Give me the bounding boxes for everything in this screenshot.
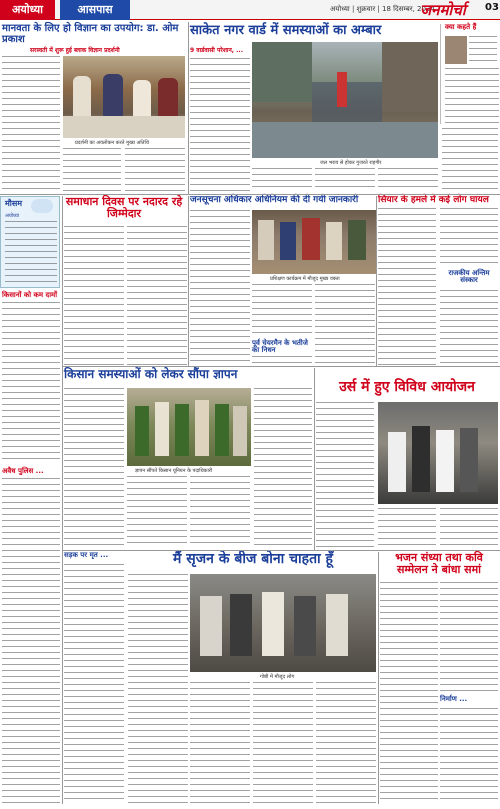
photo-caption: जल भराव से होकर गुजरते राहगीर — [320, 160, 382, 166]
headline-misc: सड़क पर मृत ... — [64, 551, 109, 559]
sidebar-box — [440, 24, 498, 124]
issue-date: अयोध्या | शुक्रवार | 18 दिसम्बर, 2024 — [330, 5, 435, 13]
article-text — [2, 478, 60, 804]
article-text — [378, 208, 436, 366]
article-text — [127, 226, 187, 366]
headline-urs-events: उर्स में हुए विविध आयोजन — [339, 379, 475, 395]
subheadline-science-exhibit: सरस्वती में शुरू हुई ब्लाक विज्ञान प्रदर्शनी — [30, 47, 120, 54]
article-text — [2, 302, 60, 464]
article-text — [440, 582, 498, 692]
rti-photo — [252, 210, 376, 274]
article-text — [125, 148, 185, 192]
headline-samadhan-diwas: समाधान दिवस पर नदारद रहे जिम्मेदार — [65, 195, 183, 220]
urs-photo — [378, 402, 498, 504]
article-text — [440, 208, 498, 266]
section-rule — [0, 194, 500, 195]
headline-seeds-of-creation: मैं सृजन के बीज बोना चाहता हूँ — [172, 551, 333, 567]
sidebar-title: क्या कहते हैं — [445, 23, 477, 31]
article-text — [380, 582, 438, 804]
photo-caption: प्रदर्शनी का अवलोकन करते मुख्य अतिथि — [75, 140, 149, 146]
seminar-photo — [190, 574, 376, 672]
column-rule — [378, 552, 379, 804]
headline-left-lower: अवैध पुलिस ... — [2, 467, 44, 475]
article-text — [253, 682, 313, 804]
photo-caption: गोष्ठी में मौजूद लोग — [260, 674, 295, 680]
article-text — [64, 564, 124, 804]
article-text — [378, 508, 436, 548]
article-text — [252, 284, 312, 338]
waterlogging-photo — [252, 42, 438, 158]
article-text — [316, 402, 374, 548]
article-text — [440, 708, 498, 804]
article-text — [252, 168, 312, 192]
article-text — [315, 284, 375, 366]
sidebar-text — [445, 68, 499, 124]
photo-caption: प्रशिक्षण कार्यक्रम में मौजूद मुख्य वक्ता — [270, 276, 340, 282]
article-text — [190, 210, 250, 366]
sidebar-text — [442, 128, 498, 192]
article-text — [64, 226, 124, 366]
column-rule — [62, 196, 63, 804]
headline-chairman-nephew: पूर्व चेयरमैन के भतीजे का निधन — [252, 339, 308, 355]
headline-bottom-right: निर्माण ... — [440, 695, 468, 703]
section-label-aaspaas: आसपास — [60, 0, 130, 20]
column-rule — [188, 196, 189, 366]
article-text — [378, 168, 438, 192]
farmers-photo — [127, 388, 251, 466]
page-number: 03 — [485, 2, 499, 13]
article-text — [316, 682, 376, 804]
article-text — [127, 476, 187, 548]
weather-title: मौसम — [5, 199, 23, 208]
column-rule — [376, 196, 377, 366]
article-text — [64, 388, 124, 548]
article-text — [2, 56, 60, 192]
headline-left-column: किसानों को कम दामों — [2, 291, 58, 299]
section-rule — [62, 550, 500, 551]
article-text — [128, 574, 188, 804]
article-text — [254, 388, 312, 548]
portrait-photo — [445, 36, 467, 64]
masthead-logo: जनमोर्चा — [420, 1, 466, 19]
exhibition-photo — [63, 56, 185, 138]
section-rule — [62, 366, 500, 367]
sidebar-text — [469, 36, 497, 64]
column-rule — [314, 368, 315, 550]
subheadline-saket: 9 वार्डवासी परेशान, ... — [190, 47, 243, 54]
weather-details — [5, 221, 57, 285]
headline-rti: जनसूचना अधिकार अधिनियम की दी गयी जानकारी — [190, 195, 359, 205]
page-header — [0, 0, 500, 20]
article-text — [190, 58, 250, 192]
photo-caption: ज्ञापन सौंपते किसान यूनियन के पदाधिकारी — [135, 468, 213, 474]
headline-science-humanity: मानवता के लिए हो विज्ञान का उपयोग: डा. ओम प्रकाश — [2, 23, 179, 45]
article-text — [315, 168, 375, 192]
weather-box — [0, 196, 60, 288]
article-text — [252, 356, 312, 366]
section-label-ayodhya: अयोध्या — [0, 0, 55, 20]
headline-saket-nagar: साकेत नगर वार्ड में समस्याओं का अम्बार — [190, 23, 382, 38]
article-text — [190, 476, 250, 548]
headline-farmers-memorandum: किसान समस्याओं को लेकर सौंपा ज्ञापन — [64, 367, 238, 381]
cloud-icon — [31, 199, 53, 213]
column-rule — [188, 22, 189, 194]
article-text — [440, 290, 498, 366]
headline-state-funeral: राजकीय अन्तिम संस्कार — [448, 269, 490, 285]
article-text — [440, 508, 498, 548]
weather-location: अयोध्या — [5, 213, 20, 219]
headline-jackal-attack: सियार के हमले में कई लोग घायल — [378, 195, 489, 205]
headline-bhajan-kavi: भजन संध्या तथा कवि सम्मेलन ने बांधा समां — [395, 551, 483, 576]
article-text — [190, 682, 250, 804]
article-text — [63, 148, 121, 192]
